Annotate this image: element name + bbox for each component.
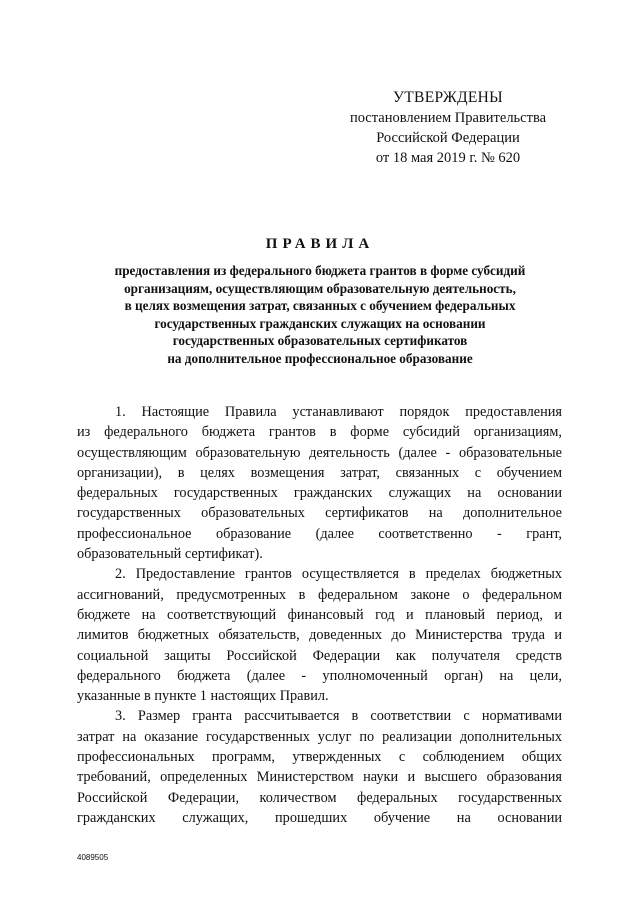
approval-line-3: от 18 мая 2019 г. № 620 — [375, 150, 521, 166]
paragraph-line: затрат на оказание государственных услуг по реализации дополнительных — [77, 728, 562, 745]
subtitle-line: предоставления из федерального бюджета грантов в форме субсидий — [114, 263, 526, 278]
document-subtitle — [70, 262, 570, 367]
paragraph-line: профессиональных программ, утвержденных с соблюдением общих — [77, 749, 562, 766]
paragraph-line: социальной защиты Российской Федерации как получателя средств — [77, 647, 562, 664]
paragraph-1 — [77, 402, 562, 564]
document-code: 4089505 — [77, 853, 109, 862]
subtitle-line: на дополнительное профессиональное образование — [167, 350, 473, 366]
paragraph-3 — [77, 706, 562, 828]
paragraph-line: федеральных государственных гражданских служащих на основании — [77, 485, 562, 502]
approval-line-2: Российской Федерации — [376, 130, 520, 146]
subtitle-line: организациям, осуществляющим образовательную деятельность, — [124, 280, 516, 296]
paragraph-line: 1. Настоящие Правила устанавливают порядок предоставления — [115, 404, 562, 420]
paragraph-line: государственных образовательных сертификатов на дополнительное — [77, 505, 562, 522]
paragraph-line: организации), в целях возмещения затрат, связанных с обучением — [77, 464, 562, 481]
paragraph-line: образовательный сертификат). — [77, 546, 263, 563]
paragraph-line: Российской Федерации, количеством федеральных государственных — [77, 789, 562, 806]
paragraph-line: осуществляющим образовательную деятельность (далее - образовательные — [77, 444, 562, 461]
paragraph-line: 3. Размер гранта рассчитывается в соответствии с нормативами — [115, 708, 562, 725]
subtitle-line: в целях возмещения затрат, связанных с обучением федеральных — [124, 298, 516, 313]
subtitle-line: государственных образовательных сертификатов — [172, 333, 468, 348]
paragraph-line: указанные в пункте 1 настоящих Правил. — [77, 688, 329, 705]
paragraph-line: профессиональное образование (далее соответственно - грант, — [77, 525, 562, 542]
paragraph-line: федерального бюджета (далее - уполномоченный орган) на цели, — [77, 667, 562, 684]
approved-heading: УТВЕРЖДЕНЫ — [393, 89, 503, 106]
paragraph-line: лимитов бюджетных обязательств, доведенных до Министерства труда и — [77, 627, 562, 644]
approval-block — [348, 88, 548, 168]
paragraph-line: из федерального бюджета грантов в форме субсидий организациям, — [77, 424, 562, 441]
paragraph-line: гражданских служащих, прошедших обучение на основании — [77, 809, 562, 826]
paragraph-line: требований, определенных Министерством науки и высшего образования — [77, 769, 562, 786]
approval-line-1: постановлением Правительства — [349, 110, 547, 126]
paragraph-line: ассигнований, предусмотренных в федеральном законе о федеральном — [77, 586, 562, 603]
paragraph-2 — [77, 564, 562, 706]
paragraph-line: бюджете на соответствующий финансовый год и плановый период, и — [77, 606, 562, 623]
document-title: ПРАВИЛА — [265, 236, 375, 252]
paragraph-line: 2. Предоставление грантов осуществляется в пределах бюджетных — [115, 566, 562, 583]
subtitle-line: государственных гражданских служащих на основании — [154, 315, 486, 331]
document-body — [77, 402, 562, 828]
